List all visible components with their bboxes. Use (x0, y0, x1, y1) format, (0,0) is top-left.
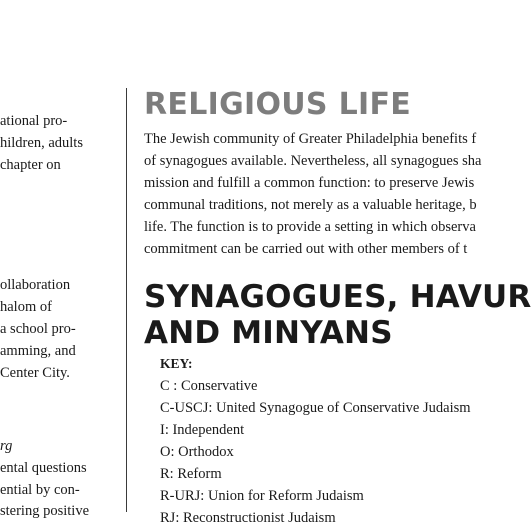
subsection-heading-line-2: AND MINYANS (144, 315, 393, 351)
paragraph-line: of synagogues available. Nevertheless, all synagogues sha (144, 153, 482, 169)
subsection-heading (144, 279, 531, 351)
left-line-10: ental questions (0, 460, 87, 476)
left-line-5: halom of (0, 299, 52, 315)
column-divider (126, 88, 127, 512)
key-title: KEY: (160, 356, 193, 371)
key-item: I: Independent (160, 422, 245, 438)
key-item: C-USCJ: United Synagogue of Conservative Judaism (160, 400, 471, 416)
subsection-heading-line-1: SYNAGOGUES, HAVUR (144, 279, 531, 315)
intro-paragraph (144, 128, 481, 260)
key-item: RJ: Reconstructionist Judaism (160, 510, 336, 526)
left-line-12: stering positive (0, 503, 90, 519)
paragraph-line: The Jewish community of Greater Philadelphia benefits f (144, 131, 477, 147)
paragraph-line: communal traditions, not merely as a valuable heritage, b (144, 197, 477, 213)
paragraph-line: life. The function is to provide a setting in which observa (144, 219, 476, 235)
left-line-1: ational pro- (0, 113, 68, 129)
left-line-6: a school pro- (0, 321, 76, 337)
denomination-key (160, 353, 471, 529)
key-item: C : Conservative (160, 378, 258, 394)
key-item: R-URJ: Union for Reform Judaism (160, 488, 364, 504)
left-line-2: hildren, adults (0, 135, 83, 151)
key-item: R: Reform (160, 466, 222, 482)
left-line-9: rg (0, 438, 13, 454)
key-item: O: Orthodox (160, 444, 234, 460)
left-line-4: ollaboration (0, 277, 71, 293)
previous-column-text (0, 0, 122, 519)
section-heading: RELIGIOUS LIFE (144, 87, 412, 122)
paragraph-line: commitment can be carried out with other members of t (144, 241, 468, 257)
left-line-3: chapter on (0, 157, 61, 173)
left-line-8: Center City. (0, 365, 70, 381)
left-line-7: amming, and (0, 343, 76, 359)
paragraph-line: mission and fulfill a common function: to preserve Jewis (144, 175, 475, 191)
religious-life-column (144, 0, 531, 526)
left-line-11: ential by con- (0, 482, 80, 498)
